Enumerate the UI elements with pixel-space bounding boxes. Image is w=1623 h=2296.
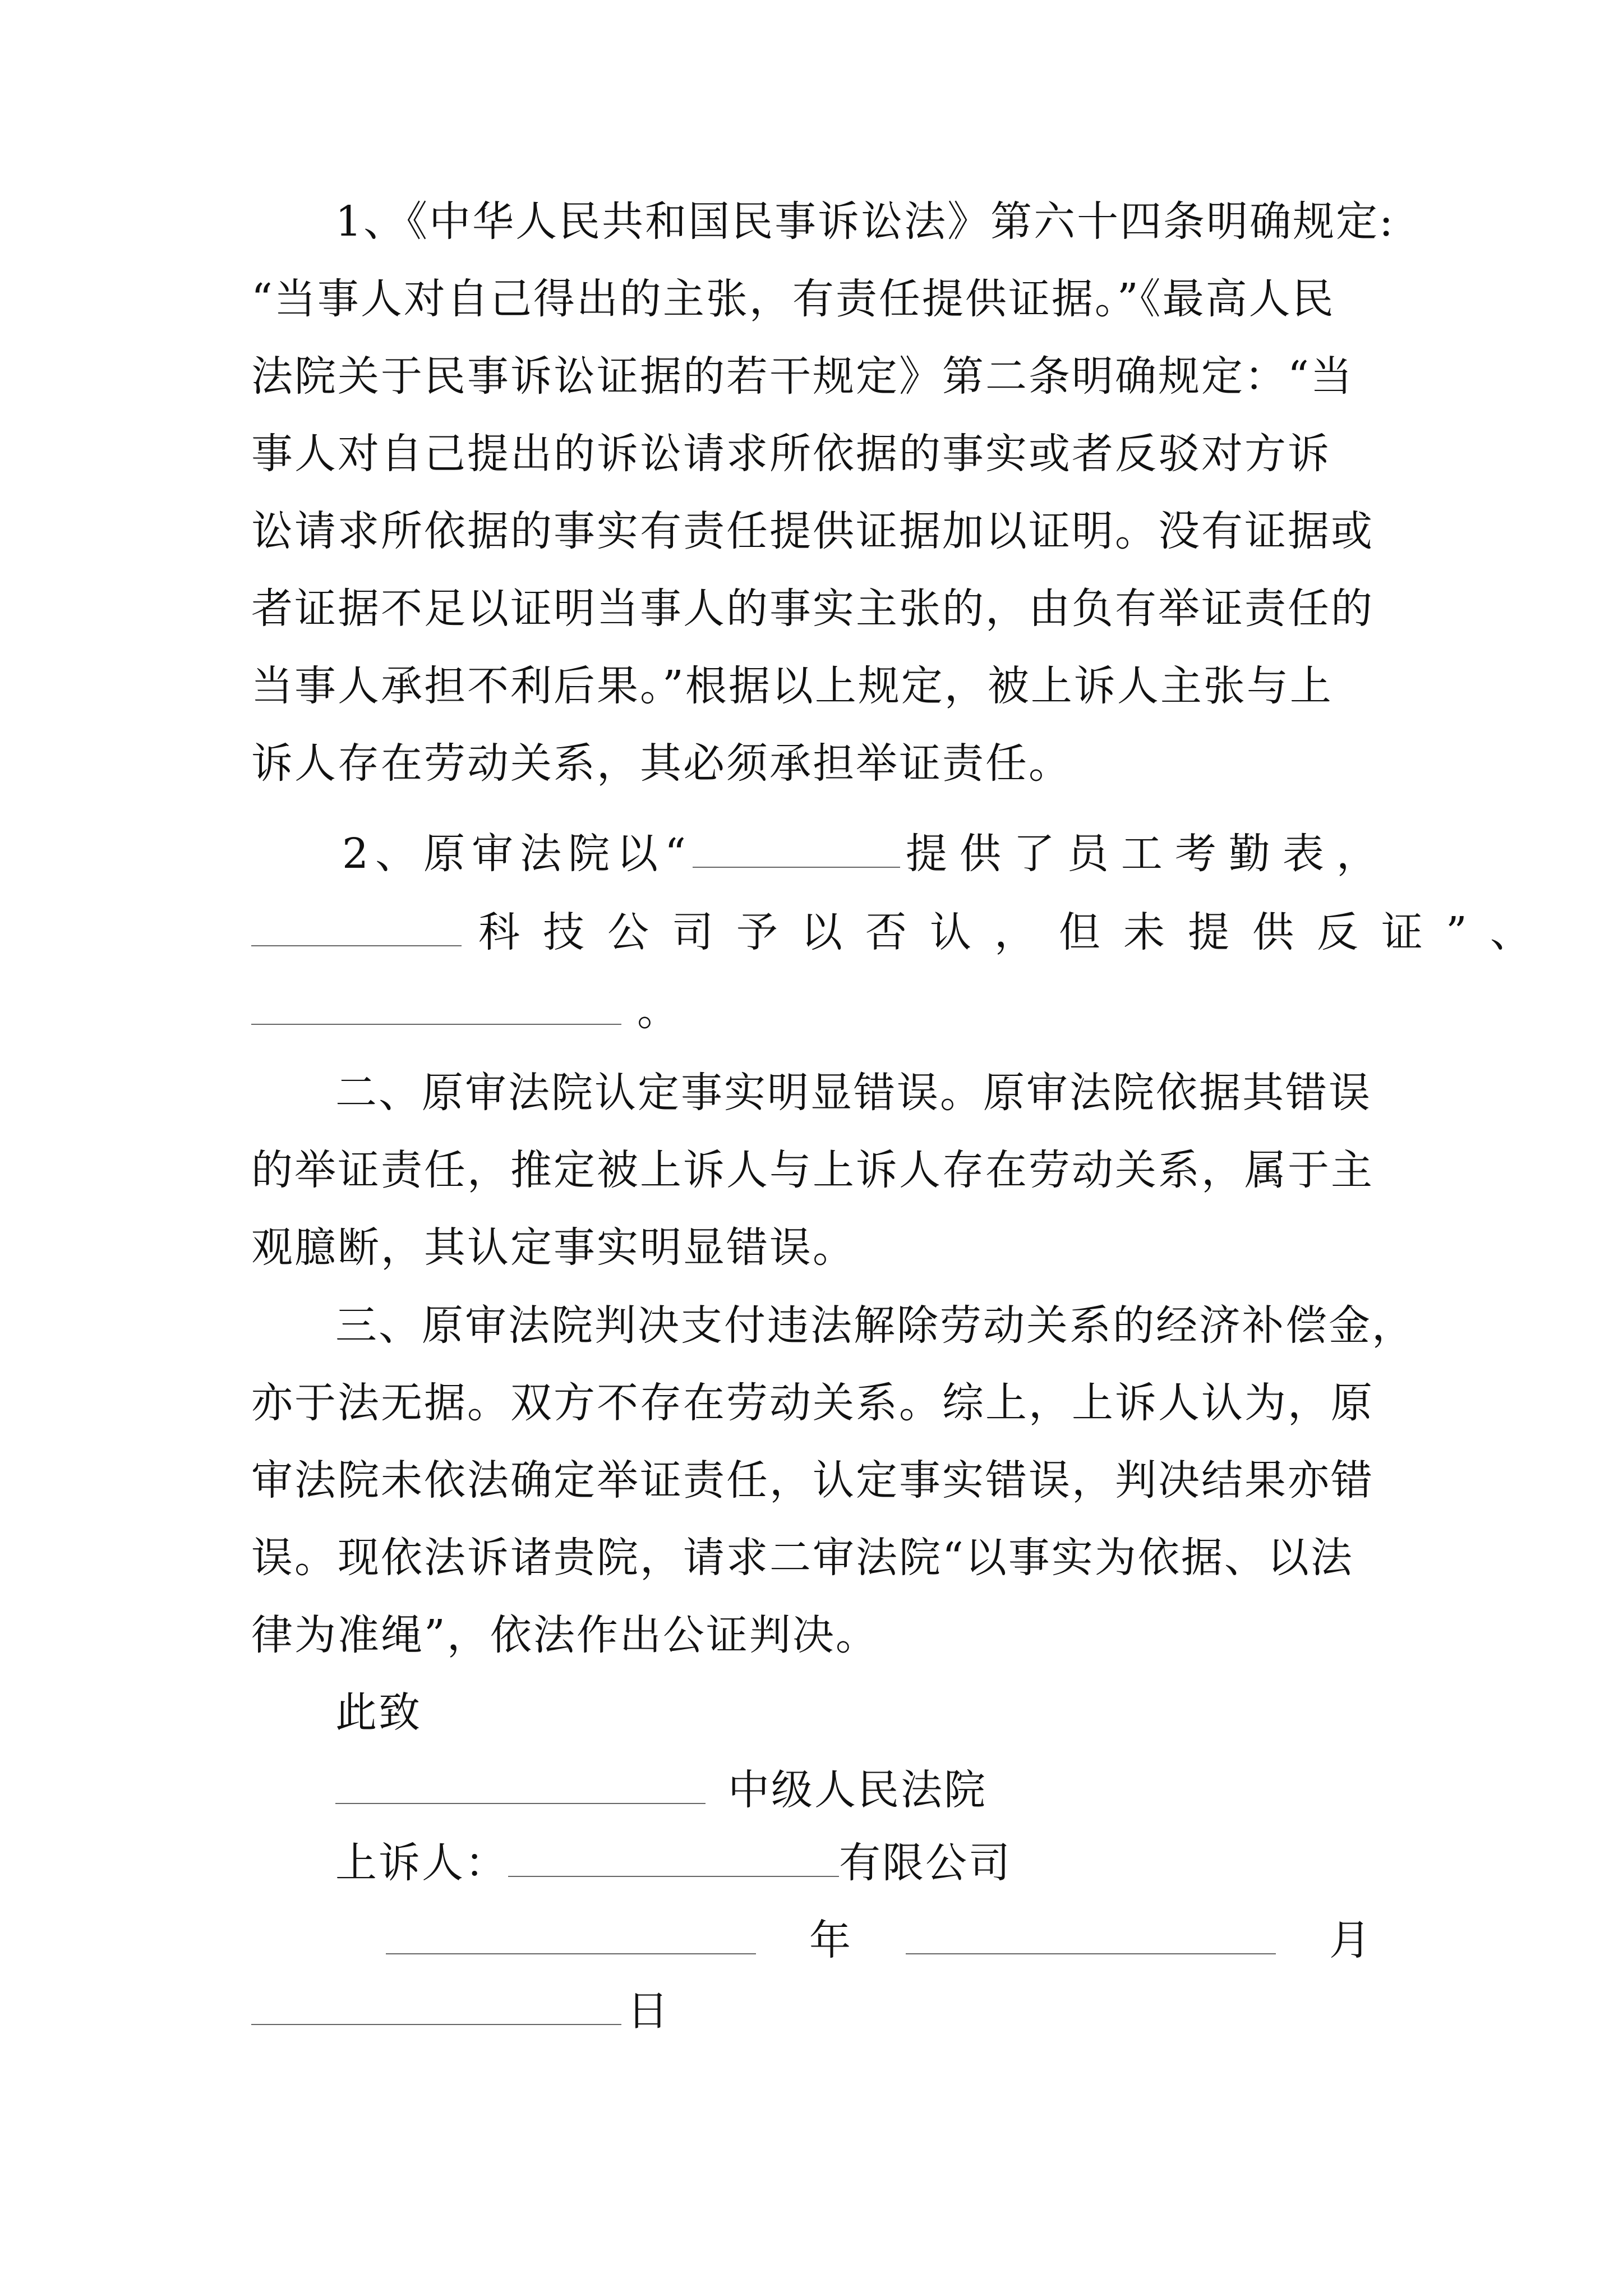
para2-line2-suffix: 科技公司予以否认，但未提供反证”、 bbox=[478, 908, 1555, 956]
para1-line-4: 事人对自己提出的诉讼请求所依据的事实或者反驳对方诉 bbox=[251, 430, 1331, 478]
para1-line-8: 诉人存在劳动关系，其必须承担举证责任。 bbox=[251, 739, 1072, 788]
section3-line-1: 三、原审法院判决支付违法解除劳动关系的经济补偿金， bbox=[335, 1301, 1415, 1350]
fill-blank-party bbox=[693, 826, 900, 868]
para2-prefix: 2、原审法院以“ bbox=[342, 830, 693, 878]
fill-blank-detail bbox=[251, 983, 621, 1025]
section3-line-4: 误。现依法诉诸贵院，请求二审法院“以事实为依据、以法 bbox=[251, 1534, 1354, 1582]
company-suffix: 有限公司 bbox=[839, 1839, 1012, 1887]
month-label: 月 bbox=[1329, 1916, 1372, 1964]
para2-line-2 bbox=[251, 904, 1555, 960]
fill-blank-company bbox=[251, 905, 462, 946]
para1-line-3: 法院关于民事诉讼证据的若干规定》第二条明确规定：“当 bbox=[251, 352, 1354, 401]
section2-line-1: 二、原审法院认定事实明显错误。原审法院依据其错误 bbox=[335, 1069, 1372, 1117]
fill-blank-court bbox=[335, 1763, 706, 1804]
para1-line-1: 1、《中华人民共和国民事诉讼法》第六十四条明确规定: bbox=[335, 197, 1395, 246]
salutation: 此致 bbox=[335, 1688, 422, 1737]
para2-line-3 bbox=[251, 983, 680, 1039]
day-line bbox=[251, 1983, 670, 2039]
para2-line1-suffix: 提供了员工考勤表， bbox=[905, 830, 1390, 878]
para1-line-6: 者证据不足以证明当事人的事实主张的，由负有举证责任的 bbox=[251, 585, 1374, 633]
section3-line-2: 亦于法无据。双方不存在劳动关系。综上，上诉人认为，原 bbox=[251, 1379, 1374, 1427]
section2-line-3: 观臆断，其认定事实明显错误。 bbox=[251, 1223, 856, 1272]
section2-line-2: 的举证责任，推定被上诉人与上诉人存在劳动关系，属于主 bbox=[251, 1146, 1374, 1194]
appellant-label: 上诉人： bbox=[335, 1839, 508, 1887]
day-label: 日 bbox=[627, 1987, 670, 2035]
para2-line3-suffix: 。 bbox=[637, 987, 680, 1035]
section3-line-3: 审法院未依法确定举证责任，认定事实错误，判决结果亦错 bbox=[251, 1456, 1374, 1504]
para1-line-5: 讼请求所依据的事实有责任提供证据加以证明。没有证据或 bbox=[251, 507, 1374, 555]
fill-blank-day bbox=[251, 1984, 621, 2025]
court-suffix: 中级人民法院 bbox=[728, 1766, 987, 1814]
court-line bbox=[335, 1762, 987, 1818]
fill-blank-appellant bbox=[508, 1835, 839, 1877]
fill-blank-month bbox=[906, 1913, 1276, 1954]
appellant-line bbox=[335, 1835, 1012, 1891]
para2-line-1 bbox=[342, 826, 1390, 882]
para1-line-2: “当事人对自己得出的主张，有责任提供证据。”《最高人民 bbox=[251, 275, 1335, 323]
fill-blank-year bbox=[386, 1913, 756, 1954]
year-label: 年 bbox=[809, 1916, 852, 1964]
section3-line-5: 律为准绳”，依法作出公证判决。 bbox=[251, 1611, 879, 1659]
date-line bbox=[386, 1912, 1372, 1968]
para1-line-7: 当事人承担不利后果。”根据以上规定，被上诉人主张与上 bbox=[251, 662, 1333, 710]
